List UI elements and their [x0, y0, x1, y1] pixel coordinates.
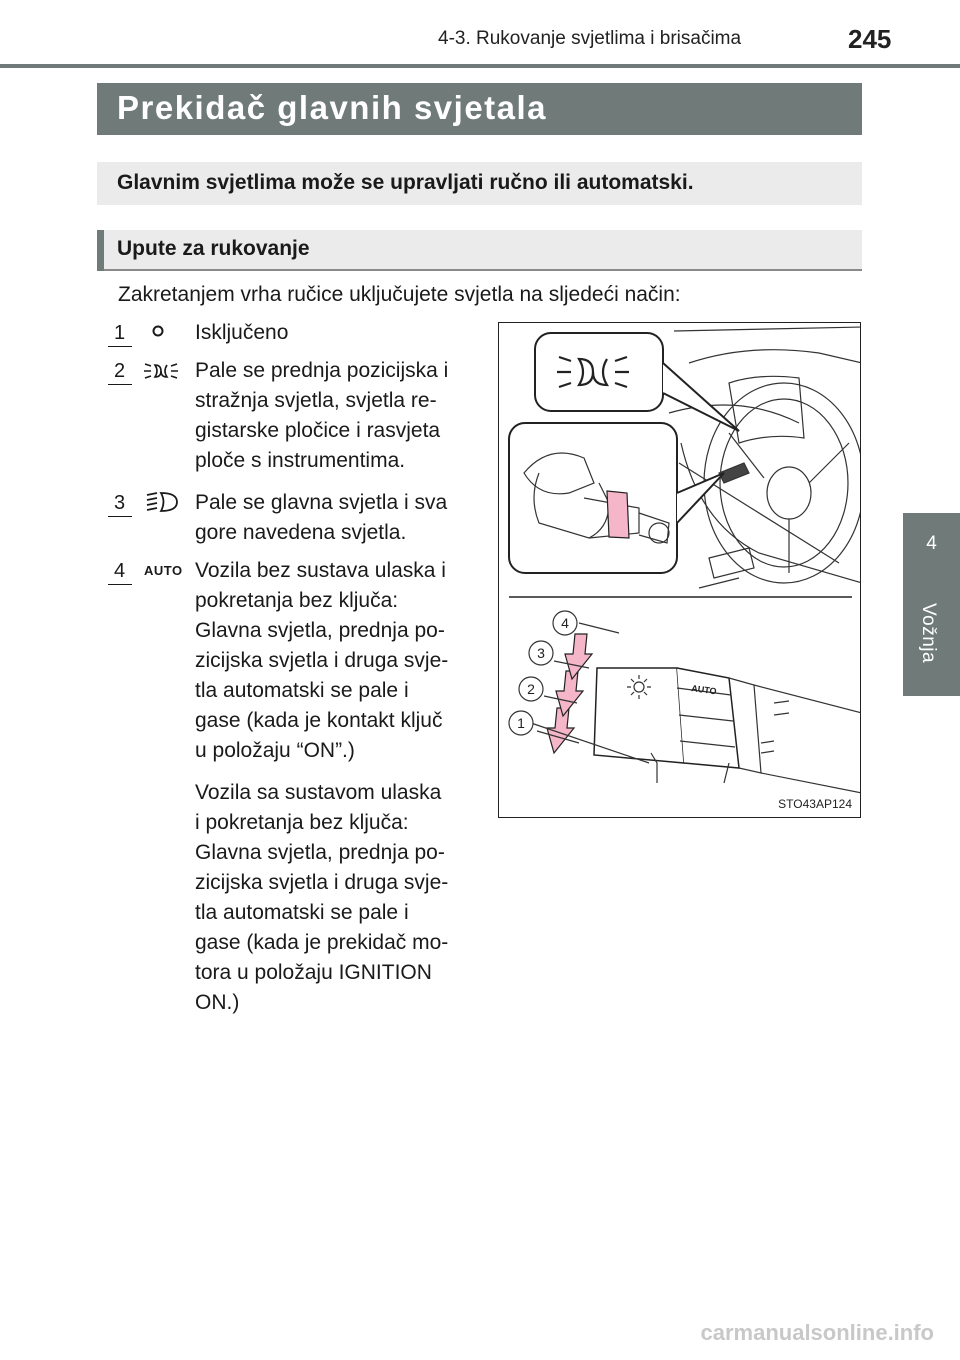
item-number-3: 3	[114, 492, 126, 514]
item-line: gistarske pločice i rasvjeta	[195, 419, 441, 442]
intro-text: Glavnim svjetlima može se upravljati ručno ili automatski.	[117, 171, 694, 194]
switch-auto-label: AUTO	[690, 683, 718, 697]
item-3-text	[195, 488, 477, 548]
subheading: Upute za rukovanje	[117, 237, 310, 260]
item-4-text	[195, 556, 477, 1018]
callout-1: 1	[517, 715, 525, 731]
figure-illustration	[499, 323, 861, 818]
chapter-tab[interactable]	[903, 513, 960, 696]
callout-2: 2	[527, 681, 535, 697]
item-line: gase (kada je kontakt ključ	[195, 709, 443, 732]
item-number-4: 4	[114, 560, 126, 582]
item-line: tla automatski se pale i	[195, 679, 409, 702]
page-title: Prekidač glavnih svjetala	[117, 89, 548, 126]
item-line: stražnja svjetla, svjetla re-	[195, 389, 437, 412]
item-line: zicijska svjetla i druga svje-	[195, 649, 449, 672]
title-bar	[97, 83, 862, 135]
intro-box	[97, 162, 862, 205]
chapter-label: Vožnja	[918, 603, 939, 664]
auto-icon: AUTO	[144, 563, 183, 578]
figure-code: STO43AP124	[778, 797, 852, 811]
item-line: Glavna svjetla, prednja po-	[195, 619, 445, 642]
callout-3: 3	[537, 645, 545, 661]
item-line: ploče s instrumentima.	[195, 449, 406, 472]
off-circle-icon	[151, 324, 165, 338]
section-title: 4-3. Rukovanje svjetlima i brisačima	[438, 28, 742, 49]
item-line: Vozila sa sustavom ulaska	[195, 781, 442, 804]
item-line: u položaju “ON”.)	[195, 739, 355, 762]
item-line: pokretanja bez ključa:	[195, 589, 399, 612]
item-number-underline	[108, 384, 132, 385]
item-line: gase (kada je prekidač mo-	[195, 931, 449, 954]
item-line: Isključeno	[195, 321, 289, 344]
subheading-box	[97, 230, 862, 271]
headlight-switch-figure	[498, 322, 861, 818]
page-number: 245	[848, 24, 892, 54]
item-line: gore navedena svjetla.	[195, 521, 407, 544]
chapter-number: 4	[926, 533, 937, 554]
item-line: tora u položaju IGNITION	[195, 961, 432, 984]
item-number-underline	[108, 516, 132, 517]
lead-text: Zakretanjem vrha ručice uključujete svjetla na sljedeći način:	[118, 283, 681, 306]
item-number-2: 2	[114, 360, 126, 382]
item-line: ON.)	[195, 991, 240, 1014]
subheading-marker	[97, 230, 104, 271]
parking-lights-icon	[143, 360, 179, 382]
item-line: Vozila bez sustava ulaska i	[195, 559, 446, 582]
item-line: Pale se glavna svjetla i sva	[195, 491, 448, 514]
item-2-text	[195, 356, 477, 476]
headlight-icon	[145, 490, 179, 514]
item-1-text	[195, 318, 477, 348]
item-line: Pale se prednja pozicijska i	[195, 359, 449, 382]
watermark: carmanualsonline.info	[700, 1320, 934, 1345]
header-rule	[0, 64, 960, 68]
item-line: i pokretanja bez ključa:	[195, 811, 409, 834]
callout-4: 4	[561, 615, 569, 631]
item-line: Glavna svjetla, prednja po-	[195, 841, 445, 864]
item-number-underline	[108, 346, 132, 347]
item-number-1: 1	[114, 322, 126, 344]
item-number-underline	[108, 584, 132, 585]
item-line: zicijska svjetla i druga svje-	[195, 871, 449, 894]
item-line: tla automatski se pale i	[195, 901, 409, 924]
